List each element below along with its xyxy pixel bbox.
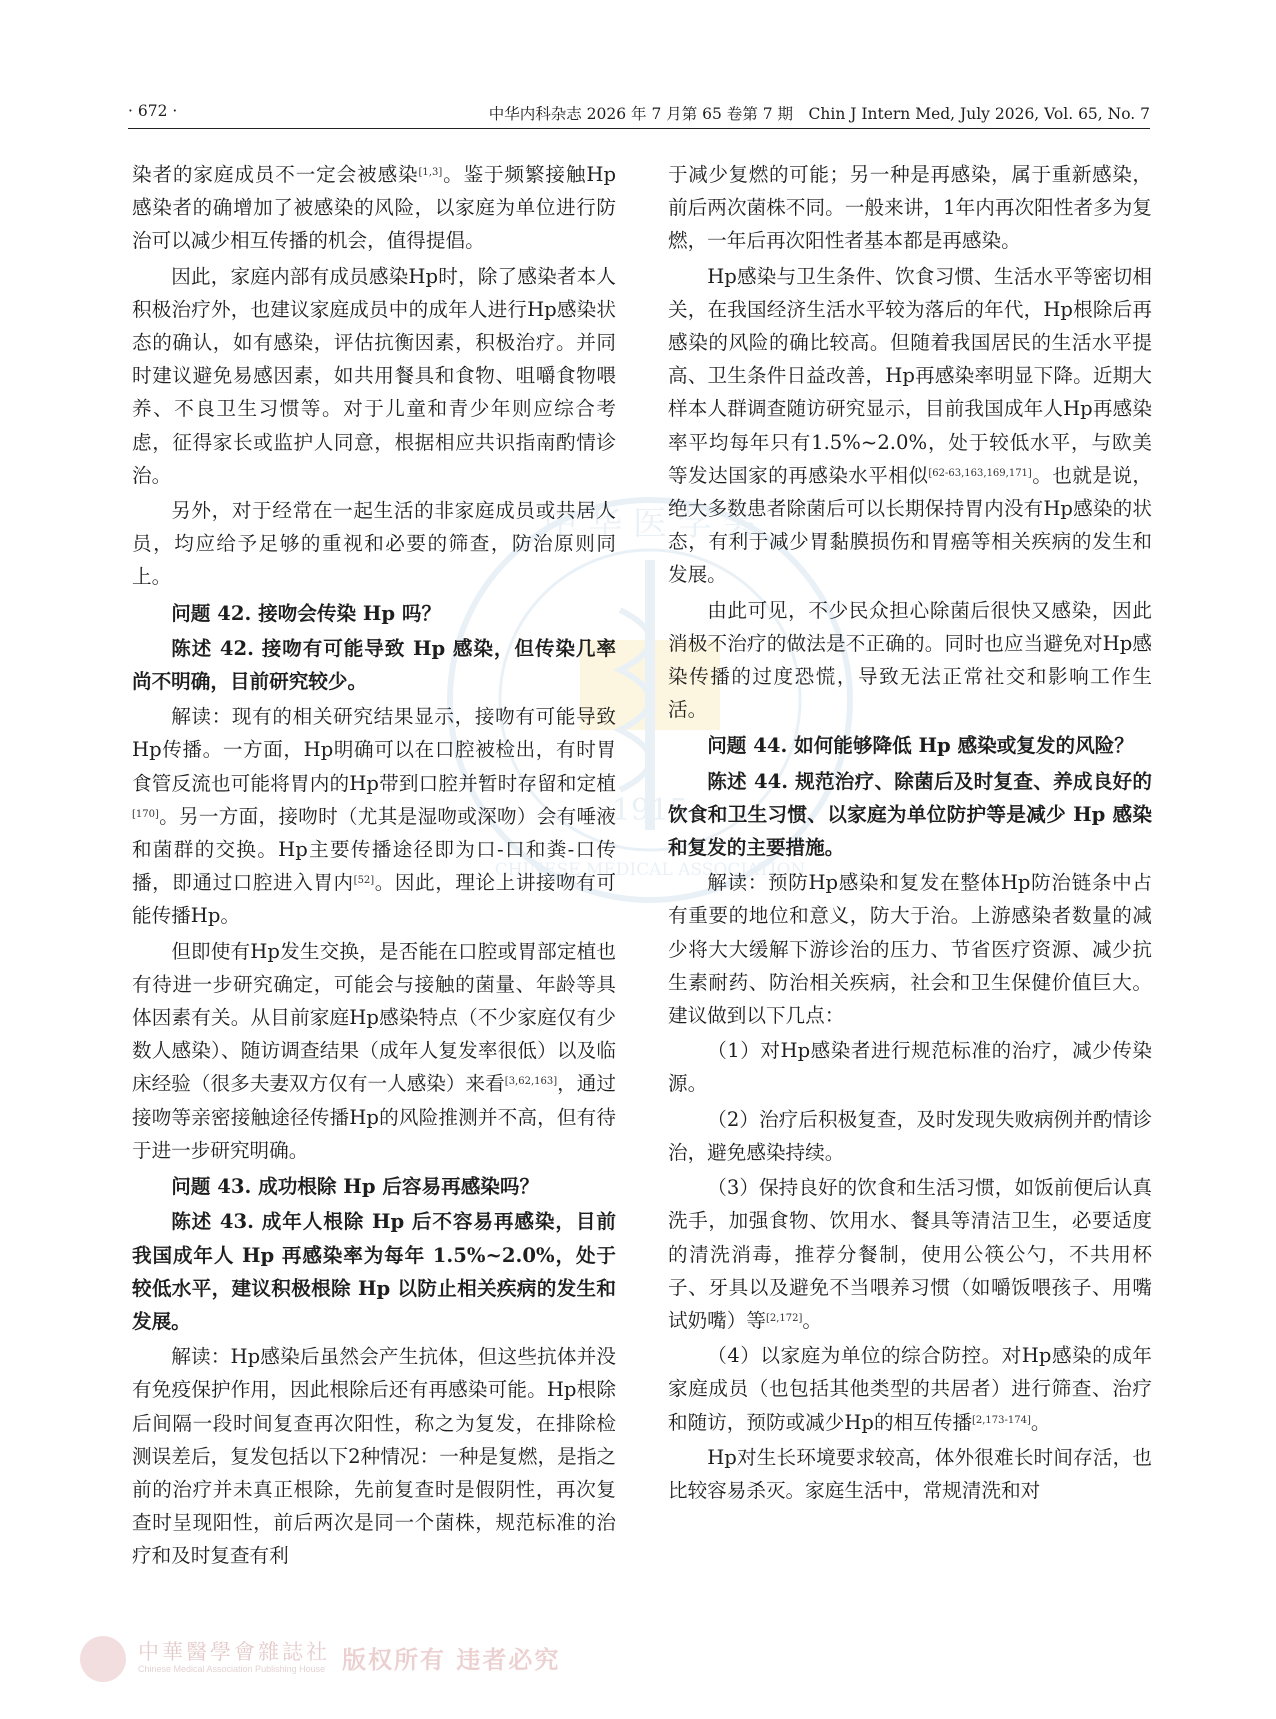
paragraph: 于减少复燃的可能；另一种是再感染，属于重新感染，前后两次菌株不同。一般来讲，1年内再次阳性者多为复燃，一年后再次阳性者基本都是再感染。 xyxy=(668,163,1152,253)
citation[interactable]: [52] xyxy=(353,875,375,887)
paragraph: 染者的家庭成员不一定会被感染[1,3]。鉴于频繁接触Hp感染者的确增加了被感染的风险，以家庭为单位进行防治可以减少相互传播的机会，值得提倡。 xyxy=(132,163,616,253)
journal-citation: 中华内科杂志 2026 年 7 月第 65 卷第 7 期 Chin J Intern Med, July 2026, Vol. 65, No. 7 xyxy=(488,105,1150,123)
paragraph: Hp感染与卫生条件、饮食习惯、生活水平等密切相关，在我国经济生活水平较为落后的年代，Hp根除后再感染的风险的确比较高。但随着我国居民的生活水平提高、卫生条件日益改善，Hp再感染率明显下降。近期大样本人群调查随访研究显示，目前我国成年人Hp再感染率平均每年只有1.5%~2.0%，处于较低水平，与欧美等发达国家的再感染水平相似[62-63,163,169,171]。也就是说，绝大多数患者除菌后可以长期保持胃内没有Hp感染的状态，有利于减少胃黏膜损伤和胃癌等相关疾病的发生和发展。 xyxy=(668,264,1153,587)
publisher-name-cn: 中華醫學會雜誌社 xyxy=(138,1640,330,1664)
paragraph: 因此，家庭内部有成员感染Hp时，除了感染者本人积极治疗外，也建议家庭成员中的成年人进行Hp感染状态的确认，如有感染，评估抗衡因素，积极治疗。并同时建议避免易感因素，如共用餐具和食物、咀嚼食物喂养、不良卫生习惯等。对于儿童和青少年则应综合考虑，征得家长或监护人同意，根据相应共识指南酌情诊治。 xyxy=(132,264,616,487)
watermark-text-en: CHINESE MEDICAL ASSOCIATION xyxy=(494,860,806,880)
paragraph: 解读：现有的相关研究结果显示，接吻有可能导致Hp传播。一方面，Hp明确可以在口腔被检出，有时胃食管反流也可能将胃内的Hp带到口腔并暂时存留和定植[170]。另一方面，接吻时（尤其是湿吻或深吻）会有唾液和菌群的交换。Hp主要传播途径即为口-口和粪-口传播，即通过口腔进入胃内[52]。因此，理论上讲接吻有可能传播Hp。 xyxy=(132,705,617,928)
publisher-name-en: Chinese Medical Association Publishing House xyxy=(138,1664,326,1674)
paragraph: 解读：预防Hp感染和复发在整体Hp防治链条中占有重要的地位和意义，防大于治。上游感染者数量的减少将大大缓解下游诊治的压力、节省医疗资源、减少抗生素耐药、防治相关疾病，社会和卫生保健价值巨大。建议做到以下几点： xyxy=(668,871,1152,1028)
list-item: （1）对Hp感染者进行规范标准的治疗，减少传染源。 xyxy=(668,1039,1152,1096)
paragraph: Hp对生长环境要求较高，体外很难长时间存活，也比较容易杀灭。家庭生活中，常规清洗和对 xyxy=(668,1445,1152,1502)
copyright-notice: 版权所有 违者必究 xyxy=(342,1645,561,1674)
watermark-year: 1915 xyxy=(611,793,689,828)
paragraph: 解读：Hp感染后虽然会产生抗体，但这些抗体并没有免疫保护作用，因此根除后还有再感染可能。Hp根除后间隔一段时间复查再次阳性，称之为复发，在排除检测误差后，复发包括以下2种情况：一种是复燃，是指之前的治疗并未真正根除，先前复查时是假阴性，再次复查时呈现阳性，前后两次是同一个菌株，规范标准的治疗和及时复查有利 xyxy=(132,1345,616,1568)
running-header xyxy=(128,102,1150,128)
citation[interactable]: [2,172] xyxy=(765,1312,803,1324)
citation[interactable]: [62-63,163,169,171] xyxy=(928,467,1032,479)
list-item: （4）以家庭为单位的综合防控。对Hp感染的成年家庭成员（也包括其他类型的共居者）进行筛查、治疗和随访，预防或减少Hp的相互传播[2,173-174]。 xyxy=(668,1344,1152,1434)
list-item: （3）保持良好的饮食和生活习惯，如饭前便后认真洗手，加强食物、饮用水、餐具等清洁卫生，必要适度的清洗消毒，推荐分餐制，使用公筷公勺，不共用杯子、牙具以及避免不当喂养习惯（如嚼饭喂孩子、用嘴试奶嘴）等[2,172]。 xyxy=(668,1176,1152,1332)
statement-42: 陈述 42. 接吻有可能导致 Hp 感染，但传染几率尚不明确，目前研究较少。 xyxy=(132,636,616,694)
header-rule xyxy=(128,128,1150,129)
citation[interactable]: [3,62,163] xyxy=(504,1076,558,1088)
watermark-text-top: 中 华 医 学 会 xyxy=(543,504,757,544)
citation[interactable]: [170] xyxy=(132,808,159,820)
page-number: · 672 · xyxy=(128,102,178,120)
publisher-seal-icon xyxy=(80,1636,126,1682)
question-44-heading: 问题 44. 如何能够降低 Hp 感染或复发的风险？ xyxy=(707,734,1134,758)
right-column xyxy=(668,158,1152,1509)
citation[interactable]: [1,3] xyxy=(418,167,443,178)
question-42-heading: 问题 42. 接吻会传染 Hp 吗？ xyxy=(171,601,442,625)
statement-43: 陈述 43. 成年人根除 Hp 后不容易再感染，目前我国成年人 Hp 再感染率为每年 1.5%~2.0%，处于较低水平，建议积极根除 Hp 以防止相关疾病的发生和发展。 xyxy=(132,1210,616,1333)
paragraph: 但即使有Hp发生交换，是否能在口腔或胃部定植也有待进一步研究确定，可能会与接触的菌量、年龄等具体因素有关。从目前家庭Hp感染特点（不少家庭仅有少数人感染）、随访调查结果（成年人复发率很低）以及临床经验（很多夫妻双方仅有一人感染）来看[3,62,163]，通过接吻等亲密接触途径传播Hp的风险推测并不高，但有待于进一步研究明确。 xyxy=(132,939,617,1162)
list-item: （2）治疗后积极复查，及时发现失败病例并酌情诊治，避免感染持续。 xyxy=(668,1107,1152,1164)
paragraph: 另外，对于经常在一起生活的非家庭成员或共居人员，均应给予足够的重视和必要的筛查，防治原则同上。 xyxy=(132,499,616,589)
publisher-logo xyxy=(80,1630,640,1690)
paragraph: 由此可见，不少民众担心除菌后很快又感染，因此消极不治疗的做法是不正确的。同时也应当避免对Hp感染传播的过度恐慌，导致无法正常社交和影响工作生活。 xyxy=(668,598,1152,722)
statement-44: 陈述 44. 规范治疗、除菌后及时复查、养成良好的饮食和卫生习惯、以家庭为单位防护等是减少 Hp 感染和复发的主要措施。 xyxy=(668,769,1152,860)
citation[interactable]: [2,173-174] xyxy=(971,1414,1031,1426)
question-43-heading: 问题 43. 成功根除 Hp 后容易再感染吗？ xyxy=(171,1175,540,1199)
left-column xyxy=(132,158,616,1575)
